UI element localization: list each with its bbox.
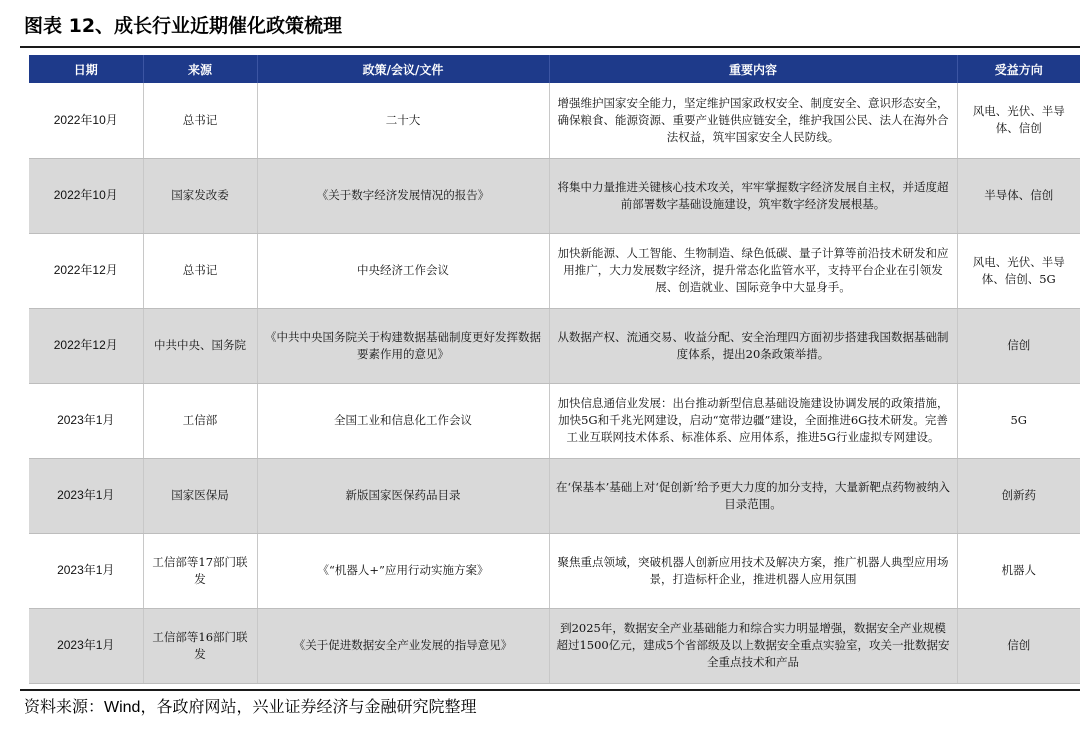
cell-beneficiary: 信创 xyxy=(957,308,1080,383)
cell-policy: 《关于促进数据安全产业发展的指导意见》 xyxy=(257,608,549,683)
cell-date: 2022年10月 xyxy=(29,83,143,158)
cell-beneficiary: 机器人 xyxy=(957,533,1080,608)
header-source: 来源 xyxy=(143,55,257,83)
cell-source: 国家发改委 xyxy=(143,158,257,233)
cell-source: 国家医保局 xyxy=(143,458,257,533)
policy-table xyxy=(29,55,1080,684)
cell-date: 2022年12月 xyxy=(29,308,143,383)
cell-date: 2023年1月 xyxy=(29,458,143,533)
cell-beneficiary: 半导体、信创 xyxy=(957,158,1080,233)
footer-divider xyxy=(20,689,1080,691)
cell-policy: 《中共中央国务院关于构建数据基础制度更好发挥数据要素作用的意见》 xyxy=(257,308,549,383)
header-content: 重要内容 xyxy=(549,55,957,83)
cell-source: 工信部 xyxy=(143,383,257,458)
table-row xyxy=(29,158,1080,233)
header-beneficiary: 受益方向 xyxy=(957,55,1080,83)
cell-beneficiary: 创新药 xyxy=(957,458,1080,533)
table-row xyxy=(29,533,1080,608)
cell-content: 到2025年，数据安全产业基础能力和综合实力明显增强，数据安全产业规模超过1500亿元，建成5个省部级及以上数据安全重点实验室，攻关一批数据安全重点技术和产品 xyxy=(549,608,957,683)
cell-date: 2022年12月 xyxy=(29,233,143,308)
cell-content: 在‘保基本’基础上对‘促创新’给予更大力度的加分支持，大量新靶点药物被纳入目录范围。 xyxy=(549,458,957,533)
cell-source: 总书记 xyxy=(143,83,257,158)
table-row xyxy=(29,308,1080,383)
cell-policy: 全国工业和信息化工作会议 xyxy=(257,383,549,458)
source-note: 资料来源：Wind，各政府网站，兴业证券经济与金融研究院整理 xyxy=(24,699,477,716)
cell-source: 总书记 xyxy=(143,233,257,308)
cell-beneficiary: 信创 xyxy=(957,608,1080,683)
table-row xyxy=(29,233,1080,308)
cell-date: 2023年1月 xyxy=(29,608,143,683)
cell-content: 从数据产权、流通交易、收益分配、安全治理四方面初步搭建我国数据基础制度体系，提出20条政策举措。 xyxy=(549,308,957,383)
table-row xyxy=(29,608,1080,683)
header-policy: 政策/会议/文件 xyxy=(257,55,549,83)
cell-content: 聚焦重点领域，突破机器人创新应用技术及解决方案，推广机器人典型应用场景，打造标杆企业，推进机器人应用氛围 xyxy=(549,533,957,608)
cell-policy: 新版国家医保药品目录 xyxy=(257,458,549,533)
cell-date: 2022年10月 xyxy=(29,158,143,233)
table-row xyxy=(29,383,1080,458)
header-date: 日期 xyxy=(29,55,143,83)
cell-policy: 《“机器人+”应用行动实施方案》 xyxy=(257,533,549,608)
cell-source: 工信部等17部门联发 xyxy=(143,533,257,608)
cell-content: 增强维护国家安全能力，坚定维护国家政权安全、制度安全、意识形态安全，确保粮食、能源资源、重要产业链供应链安全，维护我国公民、法人在海外合法权益，筑牢国家安全人民防线。 xyxy=(549,83,957,158)
title-divider xyxy=(20,46,1080,48)
table-row xyxy=(29,83,1080,158)
cell-content: 加快新能源、人工智能、生物制造、绿色低碳、量子计算等前沿技术研发和应用推广，大力发展数字经济，提升常态化监管水平，支持平台企业在引领发展、创造就业、国际竞争中大显身手。 xyxy=(549,233,957,308)
cell-beneficiary: 风电、光伏、半导体、信创 xyxy=(957,83,1080,158)
cell-beneficiary: 风电、光伏、半导体、信创、5G xyxy=(957,233,1080,308)
cell-source: 中共中央、国务院 xyxy=(143,308,257,383)
cell-content: 将集中力量推进关键核心技术攻关，牢牢掌握数字经济发展自主权，并适度超前部署数字基础设施建设，筑牢数字经济发展根基。 xyxy=(549,158,957,233)
table-row xyxy=(29,458,1080,533)
cell-policy: 《关于数字经济发展情况的报告》 xyxy=(257,158,549,233)
table-header-row xyxy=(29,55,1080,83)
figure-title: 图表 12、成长行业近期催化政策梳理 xyxy=(24,15,343,37)
cell-beneficiary: 5G xyxy=(957,383,1080,458)
cell-content: 加快信息通信业发展：出台推动新型信息基础设施建设协调发展的政策措施，加快5G和千兆光网建设，启动“宽带边疆”建设，全面推进6G技术研发。完善工业互联网技术体系、标准体系、应用体系，推进5G行业虚拟专网建设。 xyxy=(549,383,957,458)
cell-date: 2023年1月 xyxy=(29,533,143,608)
cell-policy: 二十大 xyxy=(257,83,549,158)
cell-source: 工信部等16部门联发 xyxy=(143,608,257,683)
cell-date: 2023年1月 xyxy=(29,383,143,458)
cell-policy: 中央经济工作会议 xyxy=(257,233,549,308)
